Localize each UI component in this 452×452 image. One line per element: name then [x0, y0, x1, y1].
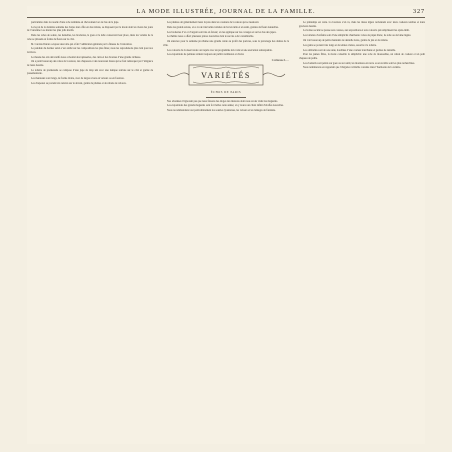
journal-page — [27, 6, 425, 444]
column-2 — [163, 21, 289, 441]
paragraph: Les expositions de peinture attirent toujours un public nombreux et choisi. — [167, 53, 245, 57]
header-rule — [27, 17, 425, 18]
paragraph: Les chapeaux se portent très relevés sur le devant, garnis de plumes et de rubans de velours. — [31, 82, 127, 85]
paragraph: Le printemps est venu. La fourrure s’en va, mais les tissus légers reviennent avec leurs couleurs tendres et leurs gracieux dessins. — [299, 21, 425, 28]
paragraph: particulière dans la rouelle d’une robe terminée en chevronnée lors de bas de la jupe. — [31, 21, 119, 24]
paragraph: Les concerts du Conservatoire ont repris avec un programme très varié et une exécution remarquable. — [167, 48, 273, 52]
column-1 — [27, 21, 153, 441]
column-3 — [299, 21, 425, 441]
paragraph: On a parlé beaucoup des robes de la saison, des chapeaux et des nouveaux tissus qui se font remarquer par l’élégance de leurs dessins. — [27, 60, 153, 68]
paragraph: M. Carolus Duran a exposé une toile qui a fait l’admiration générale par la finesse de l’exécution. — [31, 42, 133, 46]
paragraph: Les éventails sont peints sur gaze ou sur satin; les montures en nacre ou en écaille sont les plus recherchées. — [303, 61, 415, 65]
paragraph: La bonne société se presse aux courses, aux expositions et aux concerts qui remplissent les après-midi. — [303, 29, 410, 33]
paragraph: Les plumes ont généralement leurs façons dans les couleurs de la saison qui se nuancent. — [167, 21, 260, 24]
section-rule — [206, 97, 246, 98]
paragraph: Le pendule du dernier salon s’est arrêté sur les compositions les plus fines; nous les reproduisons plus loin pour nos lectrices. — [27, 47, 153, 54]
paragraph: Pour les jeunes filles, la mode conseille la simplicité: une robe de mousseline, un ruban de couleur et un petit chapeau de paille. — [299, 53, 425, 60]
paragraph: On annonce pour la semaine prochaine une grande vente au profit des pauvres, sous le patronage des dames de la ville. — [163, 40, 289, 47]
section-subtitle: ÉCHOS DE PARIS — [210, 91, 242, 95]
ornament-icon — [163, 62, 289, 88]
section-vignette — [163, 62, 289, 90]
article-signature: Comtesse L… — [271, 57, 289, 62]
paragraph: Nos abonnées n’ignorent pas que nous faisons des éloges des maisons dont nous avons visité les magasins. — [167, 99, 278, 103]
paragraph: La leçon de la dernière semaine des bottes leur offre en des rubans, se disposent par la mode dont les vieux des jours de l’automne à se marier les plus jolis motifs. — [27, 25, 153, 33]
paragraph: Les ombrelles sont de soie unie, doublées d’une couleur tranchante et garnies de dentelle. — [303, 48, 396, 52]
paragraph: Les broderies d’or et d’argent sont très en faveur; on les applique sur les corsages et sur les bas des jupes. — [167, 30, 277, 34]
paragraph: Les toilettes d’enfants sont d’une simplicité charmante: robes de piqué blanc, de toile ou de laine légère. — [303, 34, 412, 38]
paragraph: Dans les grands salons, on a vu de très belles toilettes de bal en tulle et en satin, garnies de fleurs naturelles. — [167, 25, 279, 29]
running-header — [27, 6, 425, 16]
paragraph: La toilette de promenade se compose d’une jupe de drap uni avec une tunique relevée sur le côté et garnie de passementerie. — [27, 68, 153, 76]
journal-title: LA MODE ILLUSTRÉE, JOURNAL DE LA FAMILLE. — [136, 7, 316, 15]
paragraph: Dans les robes de soirée, les dentelles, les broderies, la gaze et le tulle conservent leur place, mais les volants de la robe se plissent en forme de fleurs sur le côté. — [27, 34, 153, 41]
paragraph: Le musée des arts décoratifs nous a montré des tapisseries, des cuirs et des bronzes d’une grande richesse. — [31, 55, 141, 59]
paragraph: Nous terminerons en rappelant que l’élégance véritable consiste dans l’harmonie de la toilette. — [303, 66, 401, 70]
paragraph: Nous recommandons tout particulièrement les soieries lyonnaises, les velours et les lainages de fantaisie. — [167, 109, 276, 113]
paragraph: Le théâtre nous a offert plusieurs pièces nouvelles dont le succès a été considérable. — [167, 35, 254, 39]
section-title: VARIÉTÉS — [201, 71, 251, 81]
paragraph: Les gants se portent très longs et de teintes claires, assortis à la toilette. — [303, 43, 377, 47]
paragraph: On voit beaucoup de petits mantelets de dentelle noire, garnis de jais et de rubans. — [303, 38, 389, 42]
page-number: 327 — [413, 7, 425, 15]
paragraph: Les manteaux sont longs, de forme droite, avec de larges revers en velours ou en fourrure. — [31, 77, 125, 81]
paragraph: Les expositions des grands magasins sont fort belles cette année; on y trouve un choix infini d’étoffes nouvelles. — [167, 104, 284, 108]
